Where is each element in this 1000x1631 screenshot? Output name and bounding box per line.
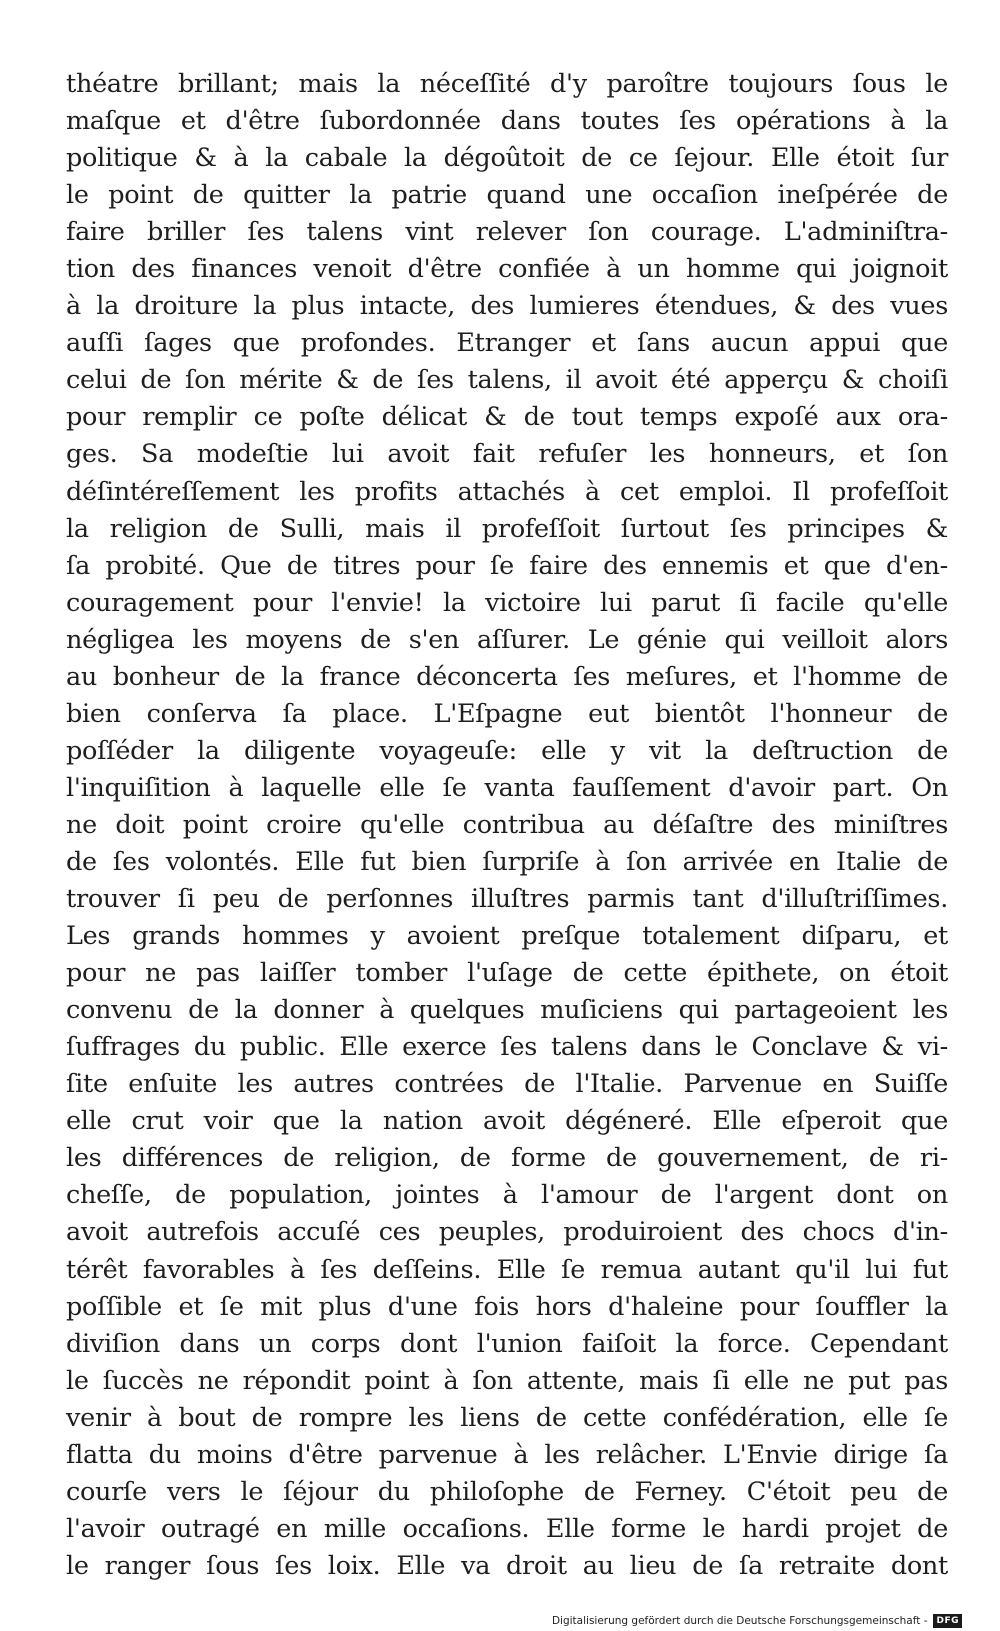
- body-text: [66, 66, 948, 1585]
- digitization-credit: [552, 1612, 962, 1629]
- text-line: tion des finances venoit d'être confiée à un homme qui joignoit: [66, 254, 948, 285]
- text-line: faire briller ſes talens vint relever ſon courage. L'adminiſtra-: [66, 217, 948, 248]
- text-line: au bonheur de la france déconcerta ſes meſures, et l'homme de: [66, 661, 948, 692]
- text-line: pour ne pas laiſſer tomber l'uſage de cette épithete, on étoit: [66, 958, 948, 989]
- dfg-logo: DFG: [933, 1614, 962, 1628]
- text-line: ſa probité. Que de titres pour ſe faire des ennemis et que d'en-: [66, 550, 948, 581]
- text-line: à la droiture la plus intacte, des lumieres étendues, & des vues: [66, 291, 948, 322]
- text-line: diviſion dans un corps dont l'union faiſoit la force. Cependant: [66, 1328, 948, 1359]
- text-line: politique & à la cabale la dégoûtoit de ce ſejour. Elle étoit ſur: [66, 143, 948, 174]
- text-line: avoit autrefois accuſé ces peuples, produiroient des chocs d'in-: [66, 1217, 948, 1248]
- text-line: ne doit point croire qu'elle contribua au déſaſtre des miniſtres: [66, 809, 948, 840]
- text-line: théatre brillant; mais la néceſſité d'y paroître toujours ſous le: [66, 69, 948, 99]
- text-line: l'avoir outragé en mille occaſions. Elle forme le hardi projet de: [66, 1513, 948, 1544]
- text-line: poſſible et ſe mit plus d'une fois hors d'haleine pour ſouffler la: [66, 1291, 948, 1322]
- text-line: celui de ſon mérite & de ſes talens, il avoit été apperçu & choiſi: [66, 365, 948, 396]
- text-line: auſſi ſages que profondes. Etranger et ſans aucun appui que: [66, 328, 948, 359]
- text-line: térêt favorables à ſes deſſeins. Elle ſe remua autant qu'il lui fut: [66, 1254, 948, 1285]
- text-line: elle crut voir que la nation avoit dégéneré. Elle eſperoit que: [66, 1106, 948, 1137]
- text-line: le point de quitter la patrie quand une occaſion ineſpérée de: [66, 180, 948, 211]
- text-line: venir à bout de rompre les liens de cette confédération, elle ſe: [66, 1402, 948, 1433]
- text-line: ges. Sa modeſtie lui avoit fait refuſer les honneurs, et ſon: [66, 439, 948, 470]
- text-line: négligea les moyens de s'en aſſurer. Le génie qui veilloit alors: [66, 624, 948, 655]
- text-line: trouver ſi peu de perſonnes illuſtres parmis tant d'illuſtriſſimes.: [66, 884, 948, 915]
- text-line: maſque et d'être ſubordonnée dans toutes ſes opérations à la: [66, 106, 948, 137]
- text-line: ſuffrages du public. Elle exerce ſes talens dans le Conclave & vi-: [66, 1032, 948, 1063]
- text-line: bien conſerva ſa place. L'Eſpagne eut bientôt l'honneur de: [66, 698, 948, 729]
- text-line: couragement pour l'envie! la victoire lui parut ſi facile qu'elle: [66, 587, 948, 618]
- text-line: Les grands hommes y avoient preſque totalement diſparu, et: [66, 921, 948, 952]
- text-line: pour remplir ce poſte délicat & de tout temps expoſé aux ora-: [66, 402, 948, 433]
- text-line: la religion de Sulli, mais il profeſſoit ſurtout ſes principes &: [66, 513, 948, 544]
- text-line: ſite enſuite les autres contrées de l'Italie. Parvenue en Suiſſe: [66, 1069, 948, 1100]
- text-line: convenu de la donner à quelques muſiciens qui partageoient les: [66, 995, 948, 1026]
- credit-text: Digitalisierung gefördert durch die Deutsche Forschungsgemeinschaft -: [551, 1614, 928, 1627]
- text-line: les différences de religion, de forme de gouvernement, de ri-: [66, 1143, 948, 1174]
- text-line: le ſuccès ne répondit point à ſon attente, mais ſi elle ne put pas: [66, 1365, 948, 1396]
- text-line: cheſſe, de population, jointes à l'amour de l'argent dont on: [66, 1180, 948, 1211]
- text-line: de ſes volontés. Elle fut bien ſurpriſe à ſon arrivée en Italie de: [66, 846, 948, 877]
- text-line: poſſéder la diligente voyageuſe: elle y vit la deſtruction de: [66, 735, 948, 766]
- text-line: le ranger ſous ſes loix. Elle va droit au lieu de ſa retraite dont: [66, 1550, 948, 1581]
- text-line: courſe vers le ſéjour du philoſophe de Ferney. C'étoit peu de: [66, 1476, 948, 1507]
- text-line: déſintéreſſement les profits attachés à cet emploi. Il profeſſoit: [66, 476, 948, 507]
- text-line: l'inquiſition à laquelle elle ſe vanta fauſſement d'avoir part. On: [66, 772, 948, 803]
- text-line: flatta du moins d'être parvenue à les relâcher. L'Envie dirige ſa: [66, 1439, 948, 1470]
